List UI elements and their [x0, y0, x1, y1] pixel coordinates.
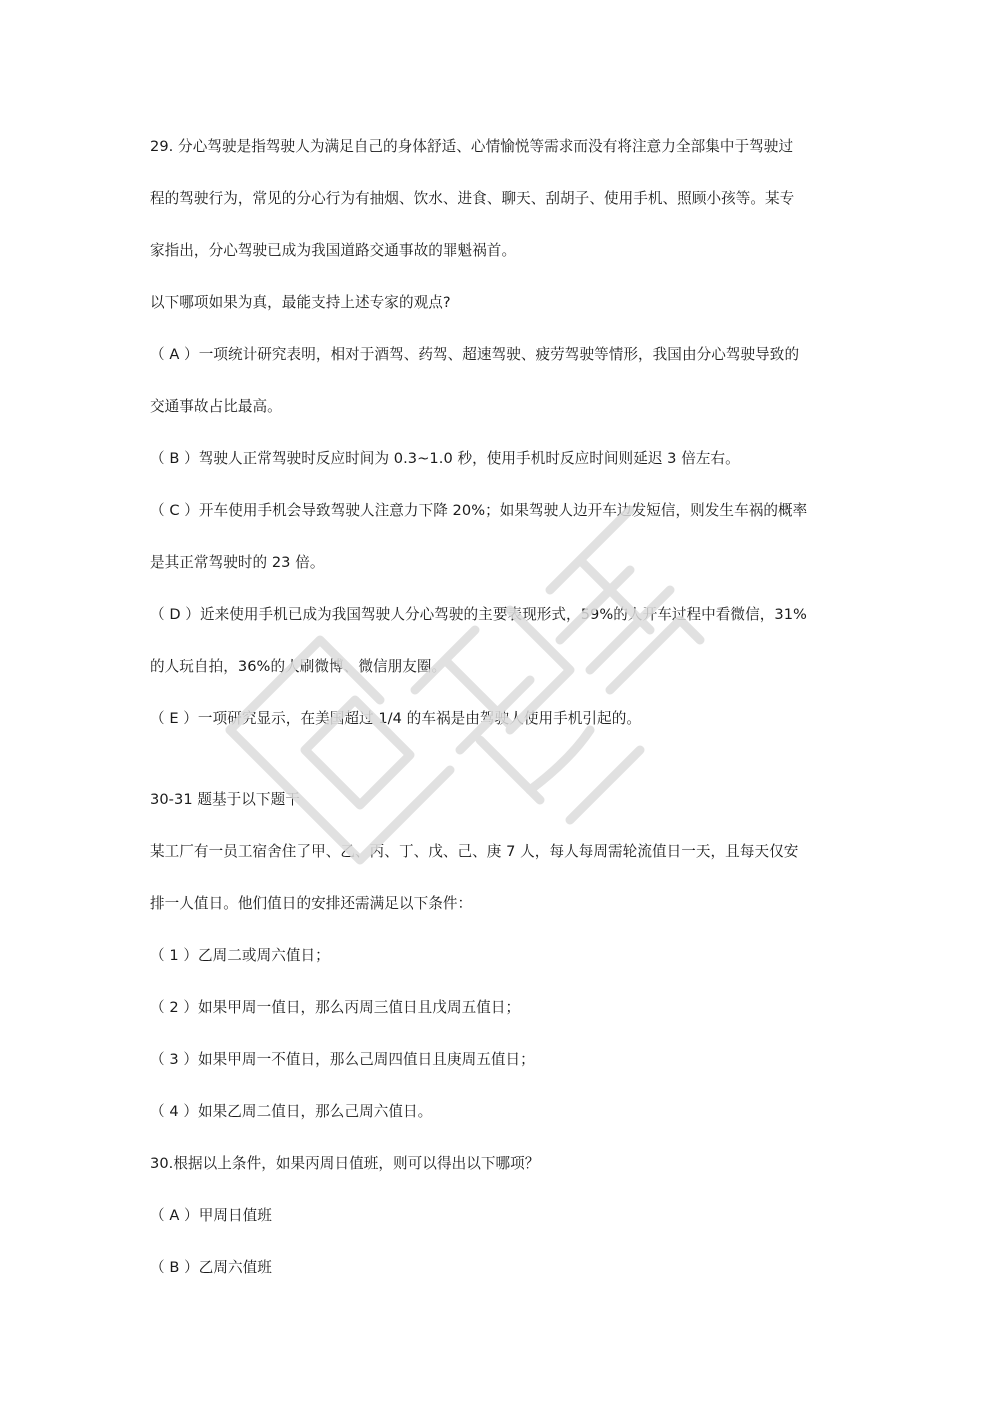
- condition-3: （ 3 ）如果甲周一不值日，那么己周四值日且庚周五值日；: [150, 1051, 535, 1068]
- condition-4: （ 4 ）如果乙周二值日，那么己周六值日。: [150, 1103, 433, 1120]
- q29-option-a-line-2: 交通事故占比最高。: [150, 398, 282, 415]
- q29-option-c-line-2: 是其正常驾驶时的 23 倍。: [150, 554, 325, 571]
- q29-option-a-line-1: （ A ）一项统计研究表明，相对于酒驾、药驾、超速驾驶、疲劳驾驶等情形，我国由分心驾驶导致的: [150, 346, 800, 363]
- q29-option-d-line-1: （ D ）近来使用手机已成为我国驾驶人分心驾驶的主要表现形式，59%的人开车过程中看微信，31%: [150, 606, 807, 623]
- condition-2: （ 2 ）如果甲周一值日，那么丙周三值日且戊周五值日；: [150, 999, 521, 1016]
- q30-31-stem-line-2: 排一人值日。他们值日的安排还需满足以下条件：: [150, 895, 473, 912]
- q29-question: 以下哪项如果为真，最能支持上述专家的观点?: [150, 294, 451, 311]
- q30-31-header: 30-31 题基于以下题干: [150, 791, 300, 808]
- q29-option-b: （ B ）驾驶人正常驾驶时反应时间为 0.3~1.0 秒，使用手机时反应时间则延迟 3 倍左右。: [150, 450, 740, 467]
- q29-option-d-line-2: 的人玩自拍，36%的人刷微博、微信朋友圈。: [150, 658, 447, 675]
- q29-option-e: （ E ）一项研究显示，在美国超过 1/4 的车祸是由驾驶人使用手机引起的。: [150, 710, 641, 727]
- q30-question: 30.根据以上条件，如果丙周日值班，则可以得出以下哪项？: [150, 1155, 540, 1172]
- q29-option-c-line-1: （ C ）开车使用手机会导致驾驶人注意力下降 20%；如果驾驶人边开车边发短信，则发生车祸的概率: [150, 502, 808, 519]
- q30-31-stem-line-1: 某工厂有一员工宿舍住了甲、乙、丙、丁、戊、己、庚 7 人，每人每周需轮流值日一天，且每天仅安: [150, 843, 799, 860]
- q30-option-a: （ A ）甲周日值班: [150, 1207, 272, 1224]
- q30-option-b: （ B ）乙周六值班: [150, 1259, 272, 1276]
- condition-1: （ 1 ）乙周二或周六值日；: [150, 947, 330, 964]
- q29-stem-line-3: 家指出，分心驾驶已成为我国道路交通事故的罪魁祸首。: [150, 242, 517, 259]
- q29-stem-line-2: 程的驾驶行为，常见的分心行为有抽烟、饮水、进食、聊天、刮胡子、使用手机、照顾小孩等。某专: [150, 190, 795, 207]
- q29-stem-line-1: 29. 分心驾驶是指驾驶人为满足自己的身体舒适、心情愉悦等需求而没有将注意力全部集中于驾驶过: [150, 138, 794, 155]
